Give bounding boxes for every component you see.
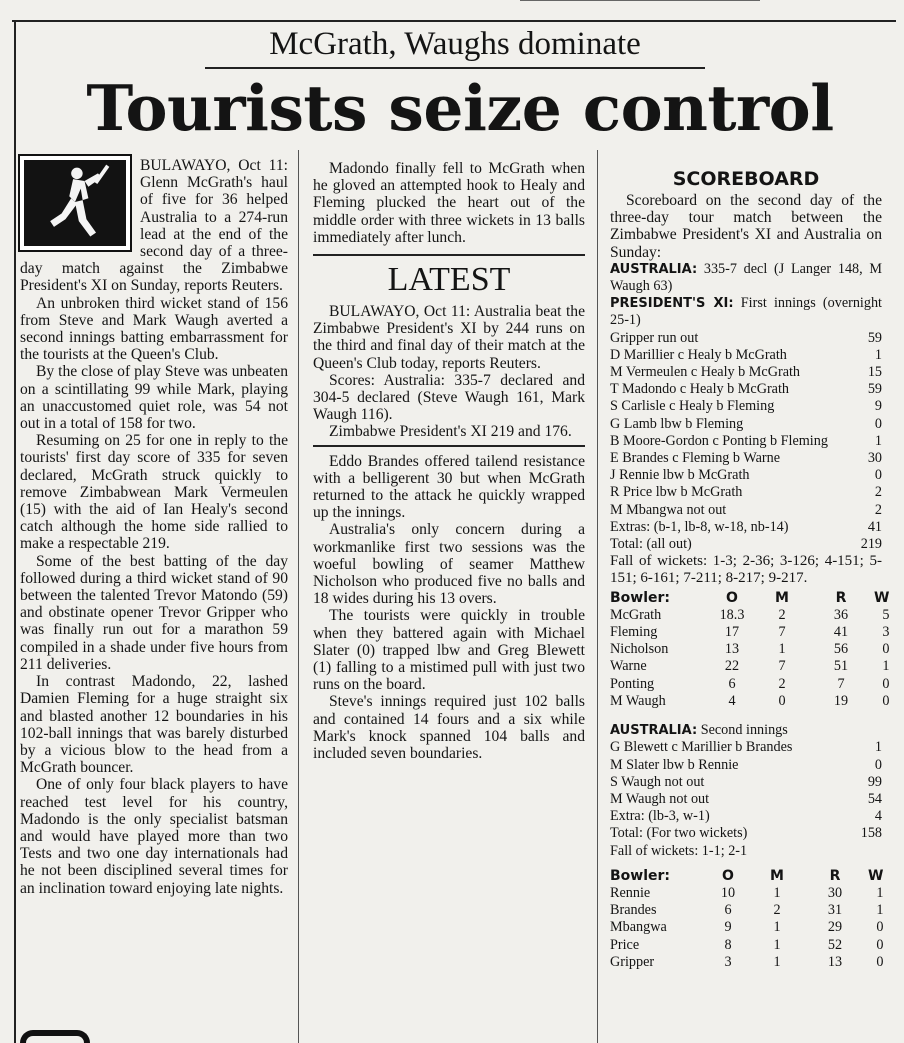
batsman-entry: Extra: (lb-3, w-1): [610, 808, 710, 825]
bowling-figure: 17: [724, 624, 740, 641]
innings-summary: 335-7 decl (J Langer 148, M Waugh 63): [610, 260, 883, 295]
bowling-figure: 2: [773, 902, 781, 919]
runs-value: 2: [874, 484, 882, 501]
bowling-figure: 4: [728, 692, 736, 709]
runs-value: 0: [874, 756, 882, 773]
team-label: PRESIDENT'S XI:: [610, 296, 734, 312]
bowling-figure: 7: [778, 658, 786, 675]
scorecard-row: [610, 433, 882, 450]
article-paragraph: Steve's innings required just 102 balls and contained 14 fours and a six while Mark's knock spanned 104 balls and included seven boundaries.: [313, 693, 585, 763]
scoreboard: [610, 168, 890, 971]
runs-value: 1: [874, 739, 882, 756]
batsman-entry: M Mbangwa not out: [610, 501, 727, 518]
runs-value: 30: [867, 450, 882, 467]
bowler-name: Fleming: [610, 624, 658, 641]
scorecard-row: [610, 739, 882, 756]
scorecard-row: [610, 381, 882, 398]
fall-of-wickets: Fall of wickets: 1-3; 2-36; 3-126; 4-151; 5-151; 6-161; 7-211; 8-217; 9-217.: [610, 553, 882, 587]
bowling-figure: 0: [876, 936, 884, 953]
scoreboard-title: SCOREBOARD: [672, 168, 820, 190]
bowler-name: Nicholson: [610, 641, 669, 658]
australia-bowling-table: [610, 589, 890, 710]
bowling-figure: 0: [882, 675, 890, 692]
team-label: AUSTRALIA:: [610, 261, 698, 277]
bowling-header: W: [874, 589, 890, 606]
presidents-xi-first-innings: [610, 295, 882, 329]
bowling-header: W: [868, 867, 884, 884]
scorecard-row: [610, 347, 882, 364]
clipped-previous-article-edge: [520, 0, 760, 7]
batsman-entry: R Price lbw b McGrath: [610, 484, 743, 501]
bowling-figure: 18.3: [719, 606, 745, 623]
bowling-figure: 1: [773, 884, 781, 901]
batsman-silhouette-icon: [24, 160, 126, 246]
batsman-entry: Extras: (b-1, lb-8, w-18, nb-14): [610, 518, 789, 535]
batsman-entry: J Rennie lbw b McGrath: [610, 467, 750, 484]
bowling-figure: 36: [833, 606, 849, 623]
bowling-figure: 1: [778, 641, 786, 658]
bowling-figure: 1: [773, 953, 781, 970]
bowling-figure: 19: [833, 692, 849, 709]
bowling-figure: 3: [724, 953, 732, 970]
runs-value: 59: [867, 381, 882, 398]
latest-heading: LATEST: [387, 261, 511, 299]
bowler-name: Brandes: [610, 902, 657, 919]
latest-paragraph: Zimbabwe President's XI 219 and 176.: [329, 423, 572, 441]
scorecard-row: [610, 484, 882, 501]
bowling-figure: 31: [827, 902, 843, 919]
bowling-figure: 1: [773, 919, 781, 936]
bowler-name: Price: [610, 936, 640, 953]
bowling-figure: 0: [778, 692, 786, 709]
scorecard-row: [610, 791, 882, 808]
scorecard-row: [610, 450, 882, 467]
bowling-figure: 22: [724, 658, 740, 675]
bowling-header: M: [770, 867, 784, 884]
article-paragraph: Some of the best batting of the day followed during a third wicket stand of 90 between the talented Trevor Matondo (59) and obstinate opener Trevor Gripper who was finally run out for a marathon 59 compiled in a shade under five hours from 211 deliveries.: [20, 552, 288, 673]
runs-value: 158: [860, 825, 882, 842]
article-column-1: [20, 157, 288, 897]
bowling-header: O: [722, 867, 734, 884]
batsman-entry: G Blewett c Marillier b Brandes: [610, 739, 793, 756]
bowling-figure: 0: [882, 641, 890, 658]
article-paragraph: Madondo finally fell to McGrath when he gloved an attempted hook to Healy and Fleming plucked the heart out of the middle order with three wickets in 13 balls immediately after lunch.: [313, 160, 585, 246]
bowling-figure: 10: [720, 884, 736, 901]
bowling-figure: 1: [876, 884, 884, 901]
bowling-figure: 1: [876, 902, 884, 919]
article-paragraph: An unbroken third wicket stand of 156 from Steve and Mark Waugh averted a second innings batting embarrassment for the tourists at the Queen's Club.: [20, 294, 288, 364]
scorecard-row: [610, 364, 882, 381]
bowling-figure: 2: [778, 675, 786, 692]
bowling-figure: 1: [773, 936, 781, 953]
scorecard-row: [610, 502, 882, 519]
article-column-2: [313, 160, 585, 762]
runs-value: 59: [867, 329, 882, 346]
bowling-header: Bowler:: [610, 589, 671, 606]
column-divider-1: [298, 150, 299, 1043]
cricket-batsman-icon: [18, 154, 132, 252]
bowler-name: Mbangwa: [610, 919, 667, 936]
bowling-figure: 51: [833, 658, 849, 675]
scorecard-row: [610, 330, 882, 347]
article-paragraph: By the close of play Steve was unbeaten on a scintillating 99 while Mark, playing an unaccustomed quiet role, was 54 not out in a total of 158 for two.: [20, 363, 288, 433]
runs-value: 9: [874, 398, 882, 415]
bowling-figure: 30: [827, 884, 843, 901]
scorecard-row: [610, 774, 882, 791]
latest-paragraph: BULAWAYO, Oct 11: Australia beat the Zimbabwe President's XI by 244 runs on the third and final day of their match at the Queen's Club today, reports Reuters.: [313, 303, 585, 372]
scorecard-row: [610, 398, 882, 415]
australia-first-innings: [610, 261, 882, 295]
batsman-entry: D Marillier c Healy b McGrath: [610, 346, 787, 363]
bowling-figure: 52: [827, 936, 843, 953]
batsman-entry: Gripper run out: [610, 329, 699, 346]
article-paragraph: Resuming on 25 for one in reply to the tourists' first day score of 335 for seven declared, McGrath struck quickly to remove Zimbabwean Mark Vermeulen (15) with the aid of Ian Healy's second catch although the home side rallied to make a respectable 219.: [20, 432, 288, 553]
bowling-figure: 9: [724, 919, 732, 936]
scorecard-row: [610, 467, 882, 484]
bowler-name: Warne: [610, 658, 647, 675]
australia-second-innings: [610, 722, 882, 739]
presidents-xi-bowling-table: [610, 868, 882, 971]
innings-summary: First innings (overnight 25-1): [610, 295, 882, 329]
bowler-name: Rennie: [610, 884, 651, 901]
scorecard-row: [610, 825, 882, 842]
main-headline: Tourists seize control: [86, 71, 834, 145]
latest-end-rule: [313, 445, 585, 447]
scorecard-row: [610, 519, 882, 536]
bowling-header: M: [775, 589, 789, 606]
bowling-figure: 56: [833, 641, 849, 658]
scorecard-row: [610, 757, 882, 774]
bowling-figure: 6: [728, 675, 736, 692]
bowling-header: R: [835, 589, 847, 606]
bowling-figure: 7: [778, 624, 786, 641]
bowler-name: Ponting: [610, 675, 655, 692]
runs-value: 1: [874, 346, 882, 363]
bowling-header: R: [829, 867, 841, 884]
article-paragraph: BULAWAYO, Oct 11: Glenn McGrath's haul of five for 36 helped Australia to a 274-run lead at the end of the second day of a three-day match against the Zimbabwe President's XI on Sunday, reports Reuters.: [20, 157, 288, 295]
bowling-figure: 7: [837, 675, 845, 692]
bowling-header: O: [726, 589, 738, 606]
latest-rule: [313, 254, 585, 256]
batsman-entry: M Vermeulen c Healy b McGrath: [610, 364, 801, 381]
bowling-figure: 13: [724, 641, 740, 658]
team-label: AUSTRALIA:: [610, 723, 698, 739]
runs-value: 2: [874, 501, 882, 518]
batsman-entry: S Carlisle c Healy b Fleming: [610, 398, 775, 415]
article-paragraph: Eddo Brandes offered tailend resistance with a belligerent 30 but when McGrath returned to the attack he quickly wrapped up the innings.: [313, 452, 585, 522]
bowling-header: Bowler:: [610, 867, 671, 884]
runs-value: 0: [874, 467, 882, 484]
scorecard-row: [610, 536, 882, 553]
article-paragraph: One of only four black players to have reached test level for his country, Madondo is the only specialist batsman and would have played more than two Tests and two one day internationals had he not been disciplined several times for an inclination toward enjoying late nights.: [20, 776, 288, 897]
kicker-headline: McGrath, Waughs dominate: [269, 26, 641, 62]
bowling-figure: 0: [876, 953, 884, 970]
bowling-figure: 0: [882, 692, 890, 709]
bowler-name: McGrath: [610, 606, 662, 623]
clipped-next-article-edge: [20, 1030, 90, 1043]
bowling-figure: 2: [778, 606, 786, 623]
scorecard-row: [610, 808, 882, 825]
innings-summary: Second innings: [700, 722, 788, 739]
batsman-entry: Total: (all out): [610, 536, 692, 553]
runs-value: 99: [867, 773, 882, 790]
bowling-figure: 3: [882, 624, 890, 641]
bowling-figure: 1: [882, 658, 890, 675]
batsman-entry: G Lamb lbw b Fleming: [610, 415, 744, 432]
bowling-figure: 41: [833, 624, 849, 641]
scorecard-row: [610, 416, 882, 433]
presidents-xi-batting-list: [610, 330, 882, 554]
bowling-figure: 13: [827, 953, 843, 970]
runs-value: 41: [867, 518, 882, 535]
runs-value: 54: [867, 790, 882, 807]
bowling-figure: 5: [882, 606, 890, 623]
batsman-entry: T Madondo c Healy b McGrath: [610, 381, 790, 398]
runs-value: 0: [874, 415, 882, 432]
australia-batting-list: [610, 739, 882, 842]
bowling-figure: 29: [827, 919, 843, 936]
latest-paragraph: Scores: Australia: 335-7 declared and 304-5 declared (Steve Waugh 161, Mark Waugh 116).: [313, 371, 585, 424]
fall-of-wickets: Fall of wickets: 1-1; 2-1: [610, 842, 748, 859]
runs-value: 219: [860, 536, 882, 553]
article-paragraph: Australia's only concern during a workmanlike first two sessions was the woeful bowling of seamer Matthew Nicholson who produced five no balls and 18 wides during his 13 overs.: [313, 521, 585, 608]
article-paragraph: In contrast Madondo, 22, lashed Damien Fleming for a huge straight six and blasted another 12 boundaries in his 102-ball innings that was barely disturbed by a vicious blow to the head from a McGrath bouncer.: [20, 673, 288, 777]
runs-value: 15: [867, 364, 882, 381]
batsman-entry: S Waugh not out: [610, 773, 705, 790]
bowler-name: Gripper: [610, 953, 655, 970]
batsman-entry: B Moore-Gordon c Ponting b Fleming: [610, 432, 828, 449]
bowler-name: M Waugh: [610, 692, 666, 709]
article-paragraph: The tourists were quickly in trouble when they battered again with Michael Slater (0) trapped lbw and Greg Blewett (1) falling to a mistimed pull with just two runs on the board.: [313, 607, 585, 694]
bowling-figure: 8: [724, 936, 732, 953]
scoreboard-intro: Scoreboard on the second day of the three-day tour match between the Zimbabwe President's XI and Australia on Sunday:: [610, 192, 882, 261]
batsman-entry: M Slater lbw b Rennie: [610, 756, 739, 773]
bowling-figure: 0: [876, 919, 884, 936]
batsman-entry: M Waugh not out: [610, 790, 710, 807]
column-divider-2: [597, 150, 598, 1043]
batsman-entry: Total: (For two wickets): [610, 825, 748, 842]
bowling-figure: 6: [724, 902, 732, 919]
runs-value: 4: [874, 808, 882, 825]
left-border-rule: [14, 20, 16, 1043]
runs-value: 1: [874, 432, 882, 449]
batsman-entry: E Brandes c Fleming b Warne: [610, 450, 780, 467]
